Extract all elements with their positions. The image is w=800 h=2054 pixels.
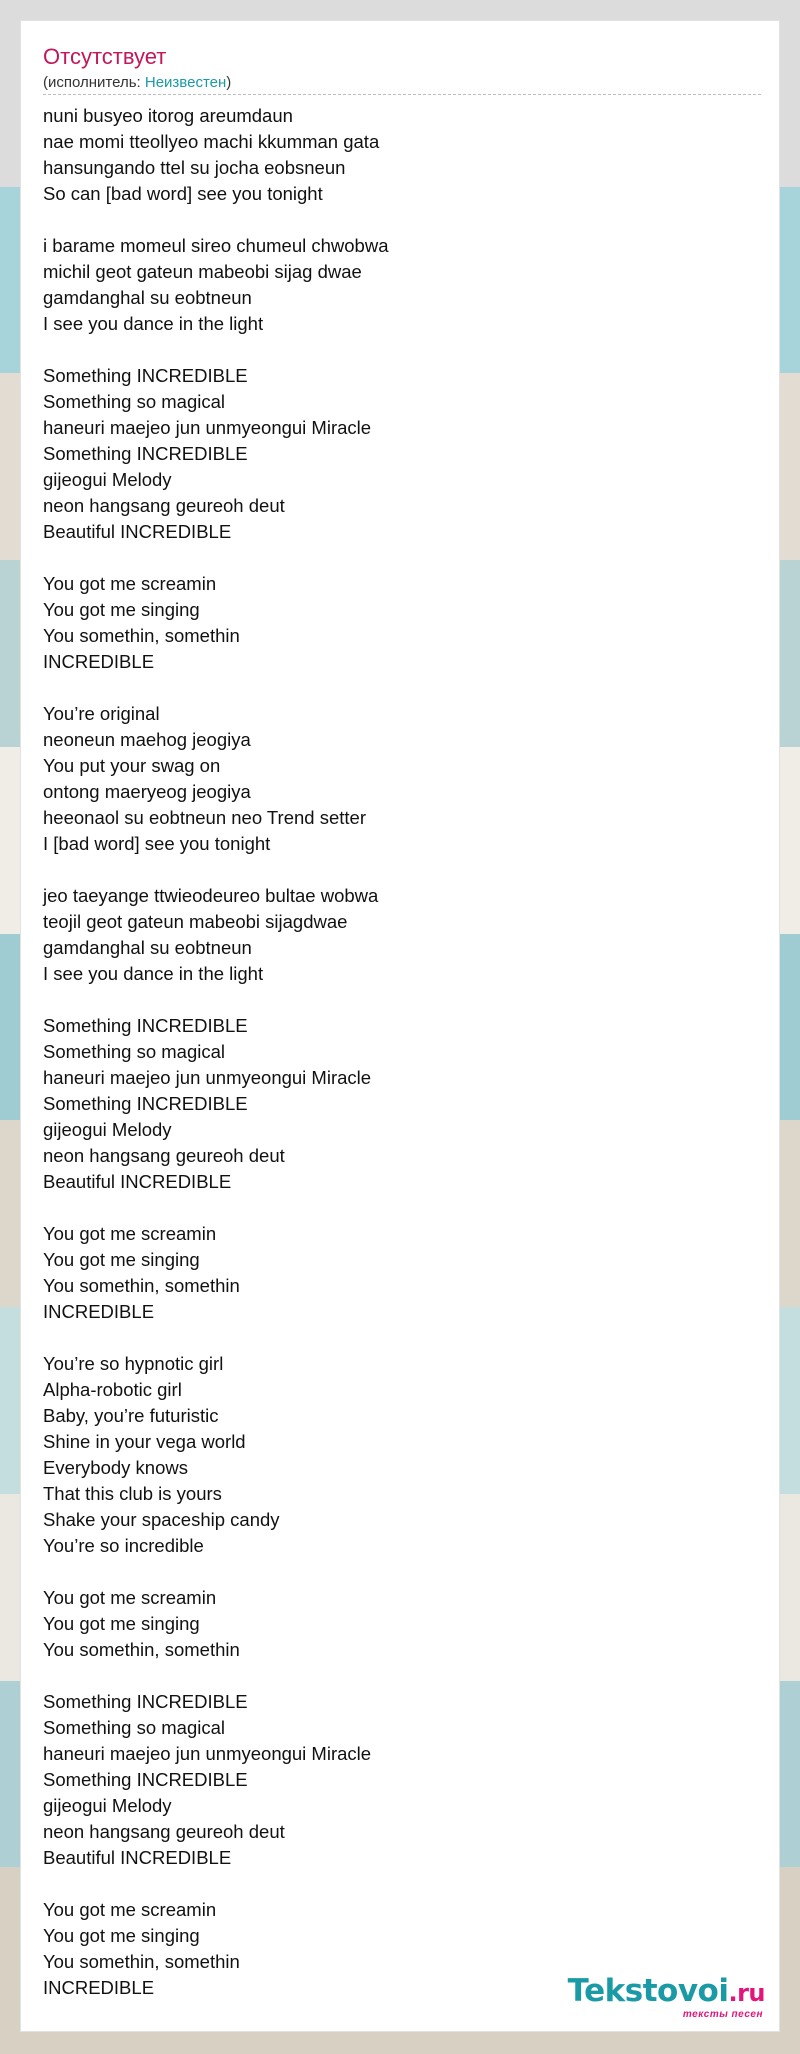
lyric-line: You’re so incredible	[43, 1535, 204, 1556]
lyric-line: ontong maeryeog jeogiya	[43, 781, 251, 802]
lyric-line: neon hangsang geureoh deut	[43, 495, 285, 516]
logo-tagline: тексты песен	[682, 2009, 763, 2020]
stanza-break	[43, 545, 763, 571]
stanza-break	[43, 1871, 763, 1897]
stanza-break	[43, 1325, 763, 1351]
lyric-line: Everybody knows	[43, 1457, 188, 1478]
lyric-line: haneuri maejeo jun unmyeongui Miracle	[43, 1067, 372, 1088]
lyric-line: michil geot gateun mabeobi sijag dwae	[43, 261, 362, 282]
lyric-line: INCREDIBLE	[43, 651, 155, 672]
lyric-line: You’re original	[43, 703, 160, 724]
lyric-line: So can [bad word] see you tonight	[43, 183, 323, 204]
lyric-line: Beautiful INCREDIBLE	[43, 1171, 232, 1192]
lyric-line: Alpha-robotic girl	[43, 1379, 182, 1400]
lyric-line: gijeogui Melody	[43, 1795, 172, 1816]
lyric-line: INCREDIBLE	[43, 1301, 155, 1322]
lyric-line: gijeogui Melody	[43, 469, 172, 490]
lyric-line: Baby, you’re futuristic	[43, 1405, 219, 1426]
lyric-line: You put your swag on	[43, 755, 221, 776]
lyric-line: I see you dance in the light	[43, 313, 264, 334]
title-divider	[43, 94, 761, 95]
artist-prefix: (исполнитель:	[43, 74, 145, 91]
lyrics-text	[43, 103, 763, 2001]
lyric-line: You got me singing	[43, 599, 200, 620]
lyric-line: You got me singing	[43, 1925, 200, 1946]
lyric-line: Something INCREDIBLE	[43, 365, 248, 386]
lyric-line: Shake your spaceship candy	[43, 1509, 280, 1530]
lyric-line: teojil geot gateun mabeobi sijagdwae	[43, 911, 348, 932]
lyrics-card	[20, 20, 780, 2032]
lyric-line: You somethin, somethin	[43, 1639, 240, 1660]
stanza-break	[43, 337, 763, 363]
stanza-break	[43, 857, 763, 883]
artist-suffix: )	[226, 74, 232, 91]
lyric-line: Something INCREDIBLE	[43, 1769, 248, 1790]
lyric-line: Something INCREDIBLE	[43, 1093, 248, 1114]
lyric-line: Something INCREDIBLE	[43, 1691, 248, 1712]
artist-link[interactable]: Неизвестен	[144, 74, 227, 91]
lyric-line: jeo taeyange ttwieodeureo bultae wobwa	[43, 885, 379, 906]
lyric-line: gamdanghal su eobtneun	[43, 937, 252, 958]
lyric-line: You got me screamin	[43, 1587, 217, 1608]
logo-name: Tekstovoi	[567, 1973, 729, 2009]
lyric-line: hansungando ttel su jocha eobsneun	[43, 157, 346, 178]
lyric-line: gamdanghal su eobtneun	[43, 287, 252, 308]
lyric-line: Something INCREDIBLE	[43, 443, 248, 464]
lyric-line: INCREDIBLE	[43, 1977, 155, 1998]
lyric-line: i barame momeul sireo chumeul chwobwa	[43, 235, 389, 256]
lyric-line: Something so magical	[43, 1041, 226, 1062]
lyric-line: neon hangsang geureoh deut	[43, 1821, 285, 1842]
lyric-line: I [bad word] see you tonight	[43, 833, 271, 854]
lyric-line: You somethin, somethin	[43, 1951, 240, 1972]
lyric-line: Beautiful INCREDIBLE	[43, 521, 232, 542]
lyric-line: You got me screamin	[43, 1223, 217, 1244]
stanza-break	[43, 1559, 763, 1585]
lyric-line: You got me singing	[43, 1613, 200, 1634]
artist-line	[43, 73, 231, 93]
lyric-line: You’re so hypnotic girl	[43, 1353, 224, 1374]
lyric-line: haneuri maejeo jun unmyeongui Miracle	[43, 1743, 372, 1764]
lyric-line: You somethin, somethin	[43, 625, 240, 646]
lyric-line: I see you dance in the light	[43, 963, 264, 984]
lyric-line: You got me singing	[43, 1249, 200, 1270]
stanza-break	[43, 675, 763, 701]
lyric-line: neoneun maehog jeogiya	[43, 729, 251, 750]
lyric-line: You got me screamin	[43, 573, 217, 594]
site-logo[interactable]	[565, 1973, 765, 2021]
lyric-line: You somethin, somethin	[43, 1275, 240, 1296]
stanza-break	[43, 1195, 763, 1221]
lyric-line: Shine in your vega world	[43, 1431, 246, 1452]
lyric-line: nae momi tteollyeo machi kkumman gata	[43, 131, 380, 152]
lyric-line: Beautiful INCREDIBLE	[43, 1847, 232, 1868]
lyric-line: heeonaol su eobtneun neo Trend setter	[43, 807, 366, 828]
lyric-line: Something so magical	[43, 1717, 226, 1738]
lyric-line: That this club is yours	[43, 1483, 222, 1504]
logo-tld: .ru	[728, 1979, 765, 2007]
song-title: Отсутствует	[43, 44, 167, 69]
lyric-line: gijeogui Melody	[43, 1119, 172, 1140]
lyric-line: Something INCREDIBLE	[43, 1015, 248, 1036]
stanza-break	[43, 987, 763, 1013]
lyric-line: Something so magical	[43, 391, 226, 412]
lyric-line: neon hangsang geureoh deut	[43, 1145, 285, 1166]
lyric-line: nuni busyeo itorog areumdaun	[43, 105, 293, 126]
logo-wordmark	[568, 1973, 765, 2011]
lyric-line: haneuri maejeo jun unmyeongui Miracle	[43, 417, 372, 438]
stanza-break	[43, 1663, 763, 1689]
lyric-line: You got me screamin	[43, 1899, 217, 1920]
stanza-break	[43, 207, 763, 233]
